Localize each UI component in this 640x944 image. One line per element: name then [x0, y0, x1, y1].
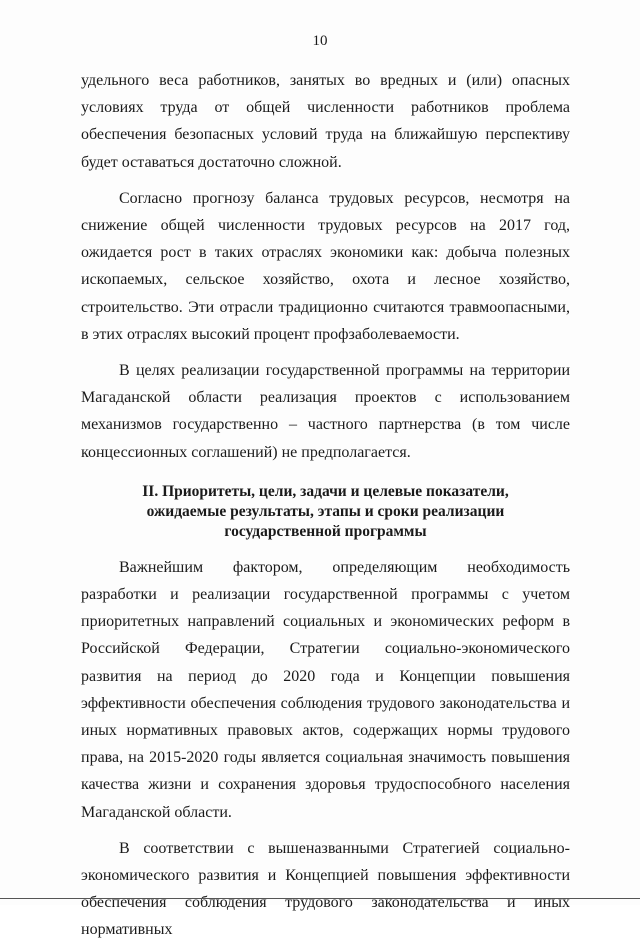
page-number: 10 — [312, 33, 328, 49]
document-body — [81, 67, 570, 944]
section-heading-line-1: II. Приоритеты, цели, задачи и целевые показатели, — [142, 482, 509, 500]
page-bottom-edge — [0, 898, 640, 899]
paragraph-partnership: В целях реализации государственной программы на территории Магаданской области реализация проектов с использованием механизмов государственно – частного партнерства (в том числе концессионных соглашений) не предполагается. — [81, 362, 570, 461]
section-heading-line-2: ожидаемые результаты, этапы и сроки реализации — [146, 502, 505, 520]
paragraph-forecast: Согласно прогнозу баланса трудовых ресурсов, несмотря на снижение общей численности трудовых ресурсов на 2017 год, ожидается рост в таких отраслях экономики как: добыча полезных ископаемых, сельское хозяйство, охота и лесное хозяйство, строительство. Эти отрасли традиционно считаются травмоопасными, в этих отраслях высокий процент профзаболеваемости. — [81, 189, 570, 343]
paragraph-continuation: удельного веса работников, занятых во вредных и (или) опасных условиях труда от общей численности работников проблема обеспечения безопасных условий труда на ближайшую перспективу будет оставаться достаточно сложной. — [81, 72, 570, 171]
paragraph-accordance: В соответствии с вышеназванными Стратегией социально-экономического развития и Концепцией повышения эффективности обеспечения соблюдения трудового законодательства и иных нормативных — [81, 839, 570, 939]
section-heading-line-3: государственной программы — [224, 522, 427, 540]
paragraph-key-factor: Важнейшим фактором, определяющим необходимость разработки и реализации государственной программы с учетом приоритетных направлений социальных и экономических реформ в Российской Федерации, Стратегии социально-экономического развития на период до 2020 года и Концепции повышения эффективности обеспечения соблюдения трудового законодательства и иных нормативных правовых актов, содержащих нормы трудового права, на 2015-2020 годы является социальная значимость повышения качества жизни и сохранения здоровья трудоспособного населения Магаданской области. — [81, 558, 570, 821]
section-heading — [81, 482, 570, 542]
